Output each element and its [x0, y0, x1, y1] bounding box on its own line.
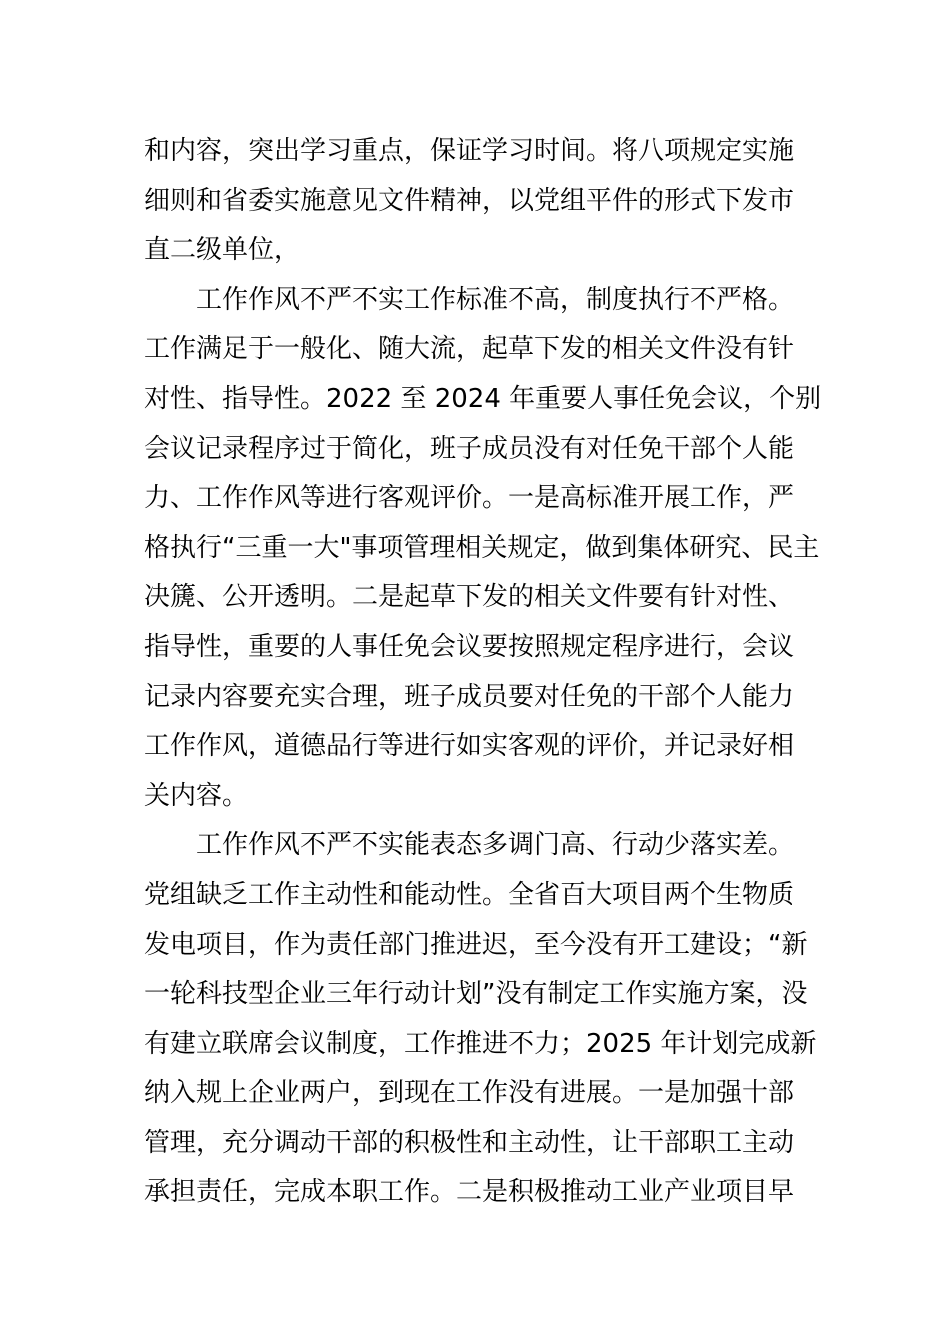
text-line: 纳入规上企业两户，到现在工作没有进展。一是加强十部: [144, 1078, 795, 1109]
text-line: 关内容。: [144, 780, 249, 811]
text-line: 对性、指导性。2022 至 2024 年重要人事任免会议，个别: [144, 383, 822, 414]
paragraph-first-line: 工作作风不严不实工作标准不高，制度执行不严格。: [196, 284, 795, 315]
text-line: 党组缺乏工作主动性和能动性。全省百大项目两个生物质: [144, 879, 795, 910]
text-line: 会议记录程序过于简化，班子成员没有对任免干部个人能: [144, 433, 795, 464]
text-line: 直二级单位，: [144, 235, 301, 266]
text-line: 和内容，突出学习重点，保证学习时间。将八项规定实施: [144, 136, 795, 166]
text-line: 一轮科技型企业三年行动计划”没有制定工作实施方案，没: [144, 979, 808, 1010]
text-line: 工作作风，道德品行等进行如实客观的评价，并记录好相: [144, 731, 795, 762]
text-line: 决篪、公开透明。二是起草下发的相关文件要有针对性、: [144, 582, 795, 613]
paragraph-first-line: 工作作风不严不实能表态多调门高、行动少落实差。: [196, 830, 795, 861]
document-body: [144, 127, 822, 1218]
text-line: 有建立联席会议制度，工作推进不力；2025 年计划完成新: [144, 1028, 817, 1059]
text-line: 承担责任，完成本职工作。二是积极推动工业产业项目早: [144, 1177, 795, 1208]
text-line: 力、工作作风等进行客观评价。一是高标准开展工作，严: [144, 483, 795, 514]
text-line: 管理，充分调动干部的积极性和主动性，让干部职工主动: [144, 1127, 795, 1158]
text-line: 指导性，重要的人事任免会议要按照规定程序进行，会议: [144, 631, 795, 662]
text-line: 工作满足于一般化、随大流，起草下发的相关文件没有针: [144, 334, 795, 365]
text-line: 细则和省委实施意见文件精神，以党组平件的形式下发市: [144, 185, 795, 216]
text-line: 记录内容要充实合理，班子成员要对任免的干部个人能力: [144, 681, 795, 712]
text-line: 发电项目，作为责任部门推进迟，至今没有开工建设；“新: [144, 929, 808, 960]
text-line: 格执行“三重一大"事项管理相关规定，做到集体研究、民主: [144, 532, 820, 563]
